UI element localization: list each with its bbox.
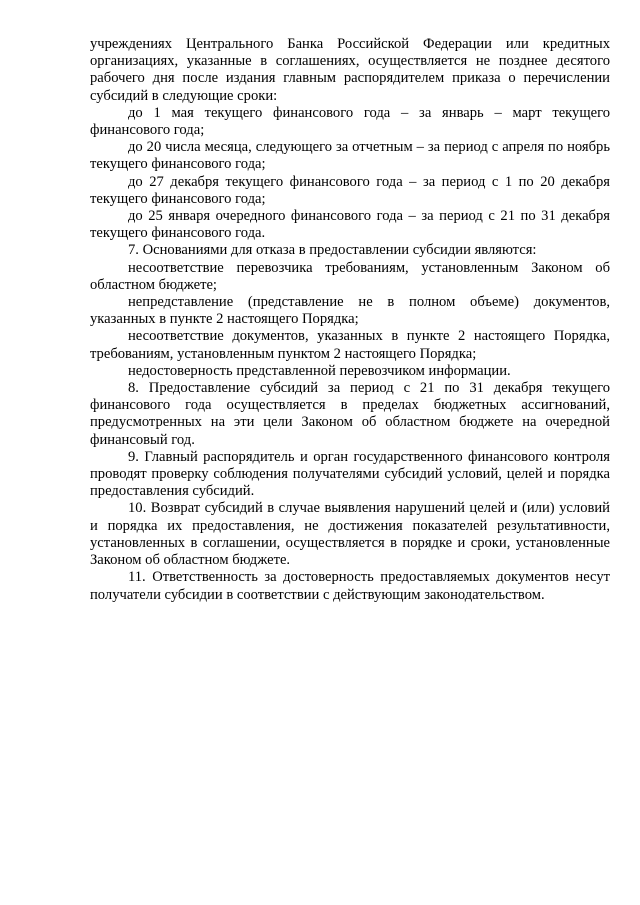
paragraph-continuation: учреждениях Центрального Банка Российской Федерации или кредитных организациях, указанные в соглашениях, осуществляется не позднее десятого рабочего дня после издания главным распорядителем приказа о перечислении субсидий в следующие сроки: <box>90 36 610 104</box>
refusal-ground-1: несоответствие перевозчика требованиям, установленным Законом об областном бюджете; <box>90 259 610 293</box>
section-10: 10. Возврат субсидий в случае выявления нарушений целей и (или) условий и порядка их предоставления, не достижения показателей результативности, установленных в соглашении, осуществляется в порядке и сроки, установленные Законом об областном бюджете. <box>90 500 610 569</box>
refusal-ground-3: несоответствие документов, указанных в пункте 2 настоящего Порядка, требованиям, установленным пунктом 2 настоящего Порядка; <box>90 328 610 362</box>
deadline-item-may: до 1 мая текущего финансового года – за январь – март текущего финансового года; <box>90 104 610 139</box>
refusal-ground-2: непредставление (представление не в полном объеме) документов, указанных в пункте 2 настоящего Порядка; <box>90 294 610 328</box>
document-page <box>90 36 610 604</box>
section-7-heading: 7. Основаниями для отказа в предоставлении субсидии являются: <box>128 242 537 259</box>
deadline-item-monthly: до 20 числа месяца, следующего за отчетным – за период с апреля по ноябрь текущего финансового года; <box>90 139 610 173</box>
refusal-ground-4: недостоверность представленной перевозчиком информации. <box>128 362 511 379</box>
section-8: 8. Предоставление субсидий за период с 21 по 31 декабря текущего финансового года осуществляется в пределах бюджетных ассигнований, предусмотренных на эти цели Законом об областном бюджете на очередной финансовый год. <box>90 380 610 448</box>
deadline-item-december: до 27 декабря текущего финансового года – за период с 1 по 20 декабря текущего финансового года; <box>90 173 610 207</box>
section-11: 11. Ответственность за достоверность предоставляемых документов несут получатели субсидии в соответствии с действующим законодательством. <box>90 569 610 603</box>
section-9: 9. Главный распорядитель и орган государственного финансового контроля проводят проверку соблюдения получателями субсидий условий, целей и порядка предоставления субсидий. <box>90 448 610 500</box>
deadline-item-january: до 25 января очередного финансового года – за период с 21 по 31 декабря текущего финансового года. <box>90 208 610 242</box>
